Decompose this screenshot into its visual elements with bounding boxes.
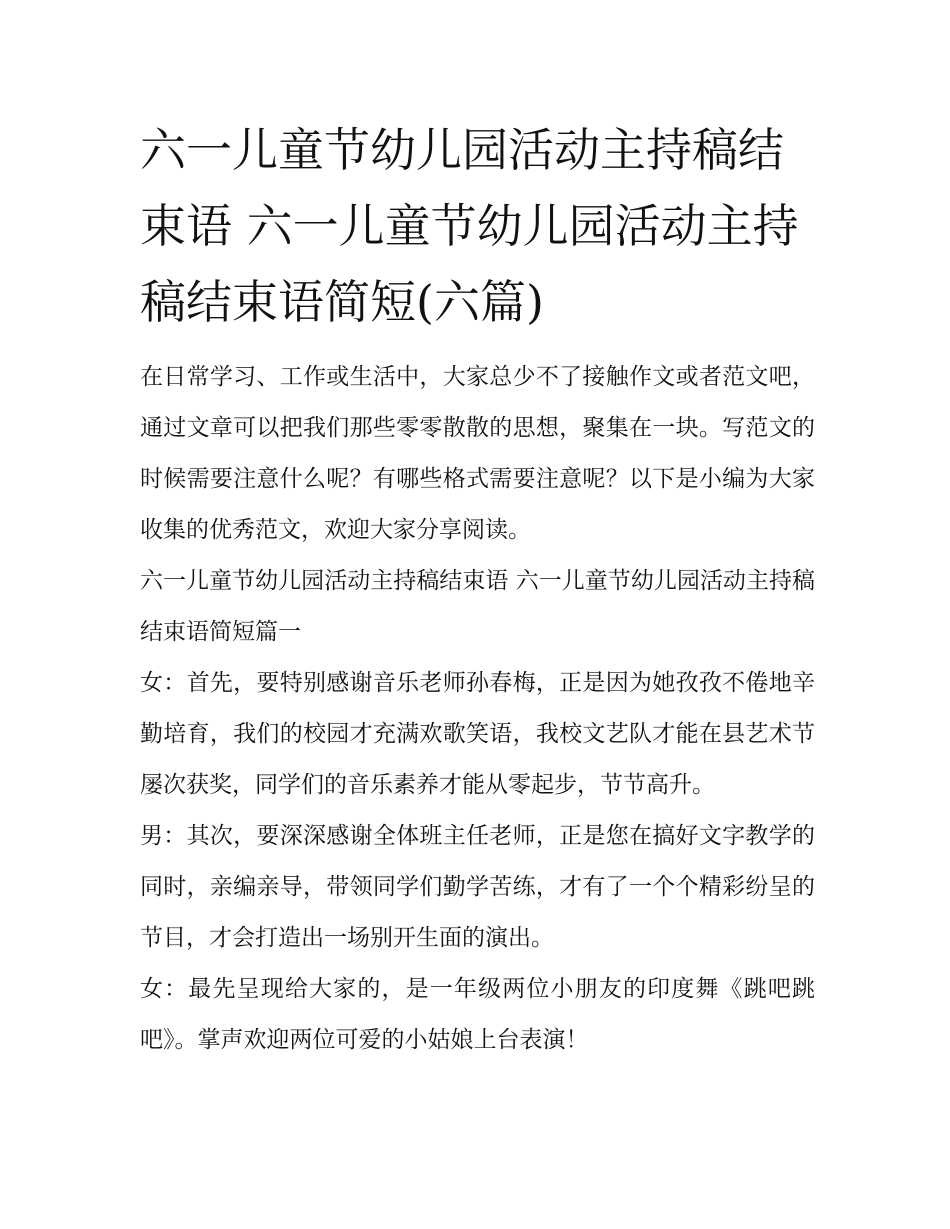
paragraph-host-female-1: 女：首先，要特别感谢音乐老师孙春梅，正是因为她孜孜不倦地辛勤培育，我们的校园才充满欢歌笑语，我校文艺队才能在县艺术节屡次获奖，同学们的音乐素养才能从零起步，节节高升。 [140, 670, 815, 798]
paragraph-host-male-1: 男：其次，要深深感谢全体班主任老师，正是您在搞好文字教学的同时，亲编亲导，带领同学们勤学苦练，才有了一个个精彩纷呈的节目，才会打造出一场别开生面的演出。 [140, 823, 815, 951]
paragraph-intro: 在日常学习、工作或生活中，大家总少不了接触作文或者范文吧，通过文章可以把我们那些零零散散的思想，聚集在一块。写范文的时候需要注意什么呢？有哪些格式需要注意呢？以下是小编为大家收集的优秀范文，欢迎大家分享阅读。 [140, 364, 815, 543]
document-content [140, 112, 815, 1066]
paragraph-section-heading: 六一儿童节幼儿园活动主持稿结束语 六一儿童节幼儿园活动主持稿结束语简短篇一 [140, 568, 815, 645]
document-title: 六一儿童节幼儿园活动主持稿结束语 六一儿童节幼儿园活动主持稿结束语简短(六篇) [140, 123, 799, 329]
paragraph-host-female-2: 女：最先呈现给大家的，是一年级两位小朋友的印度舞《跳吧跳吧》。掌声欢迎两位可爱的小姑娘上台表演！ [140, 976, 815, 1053]
